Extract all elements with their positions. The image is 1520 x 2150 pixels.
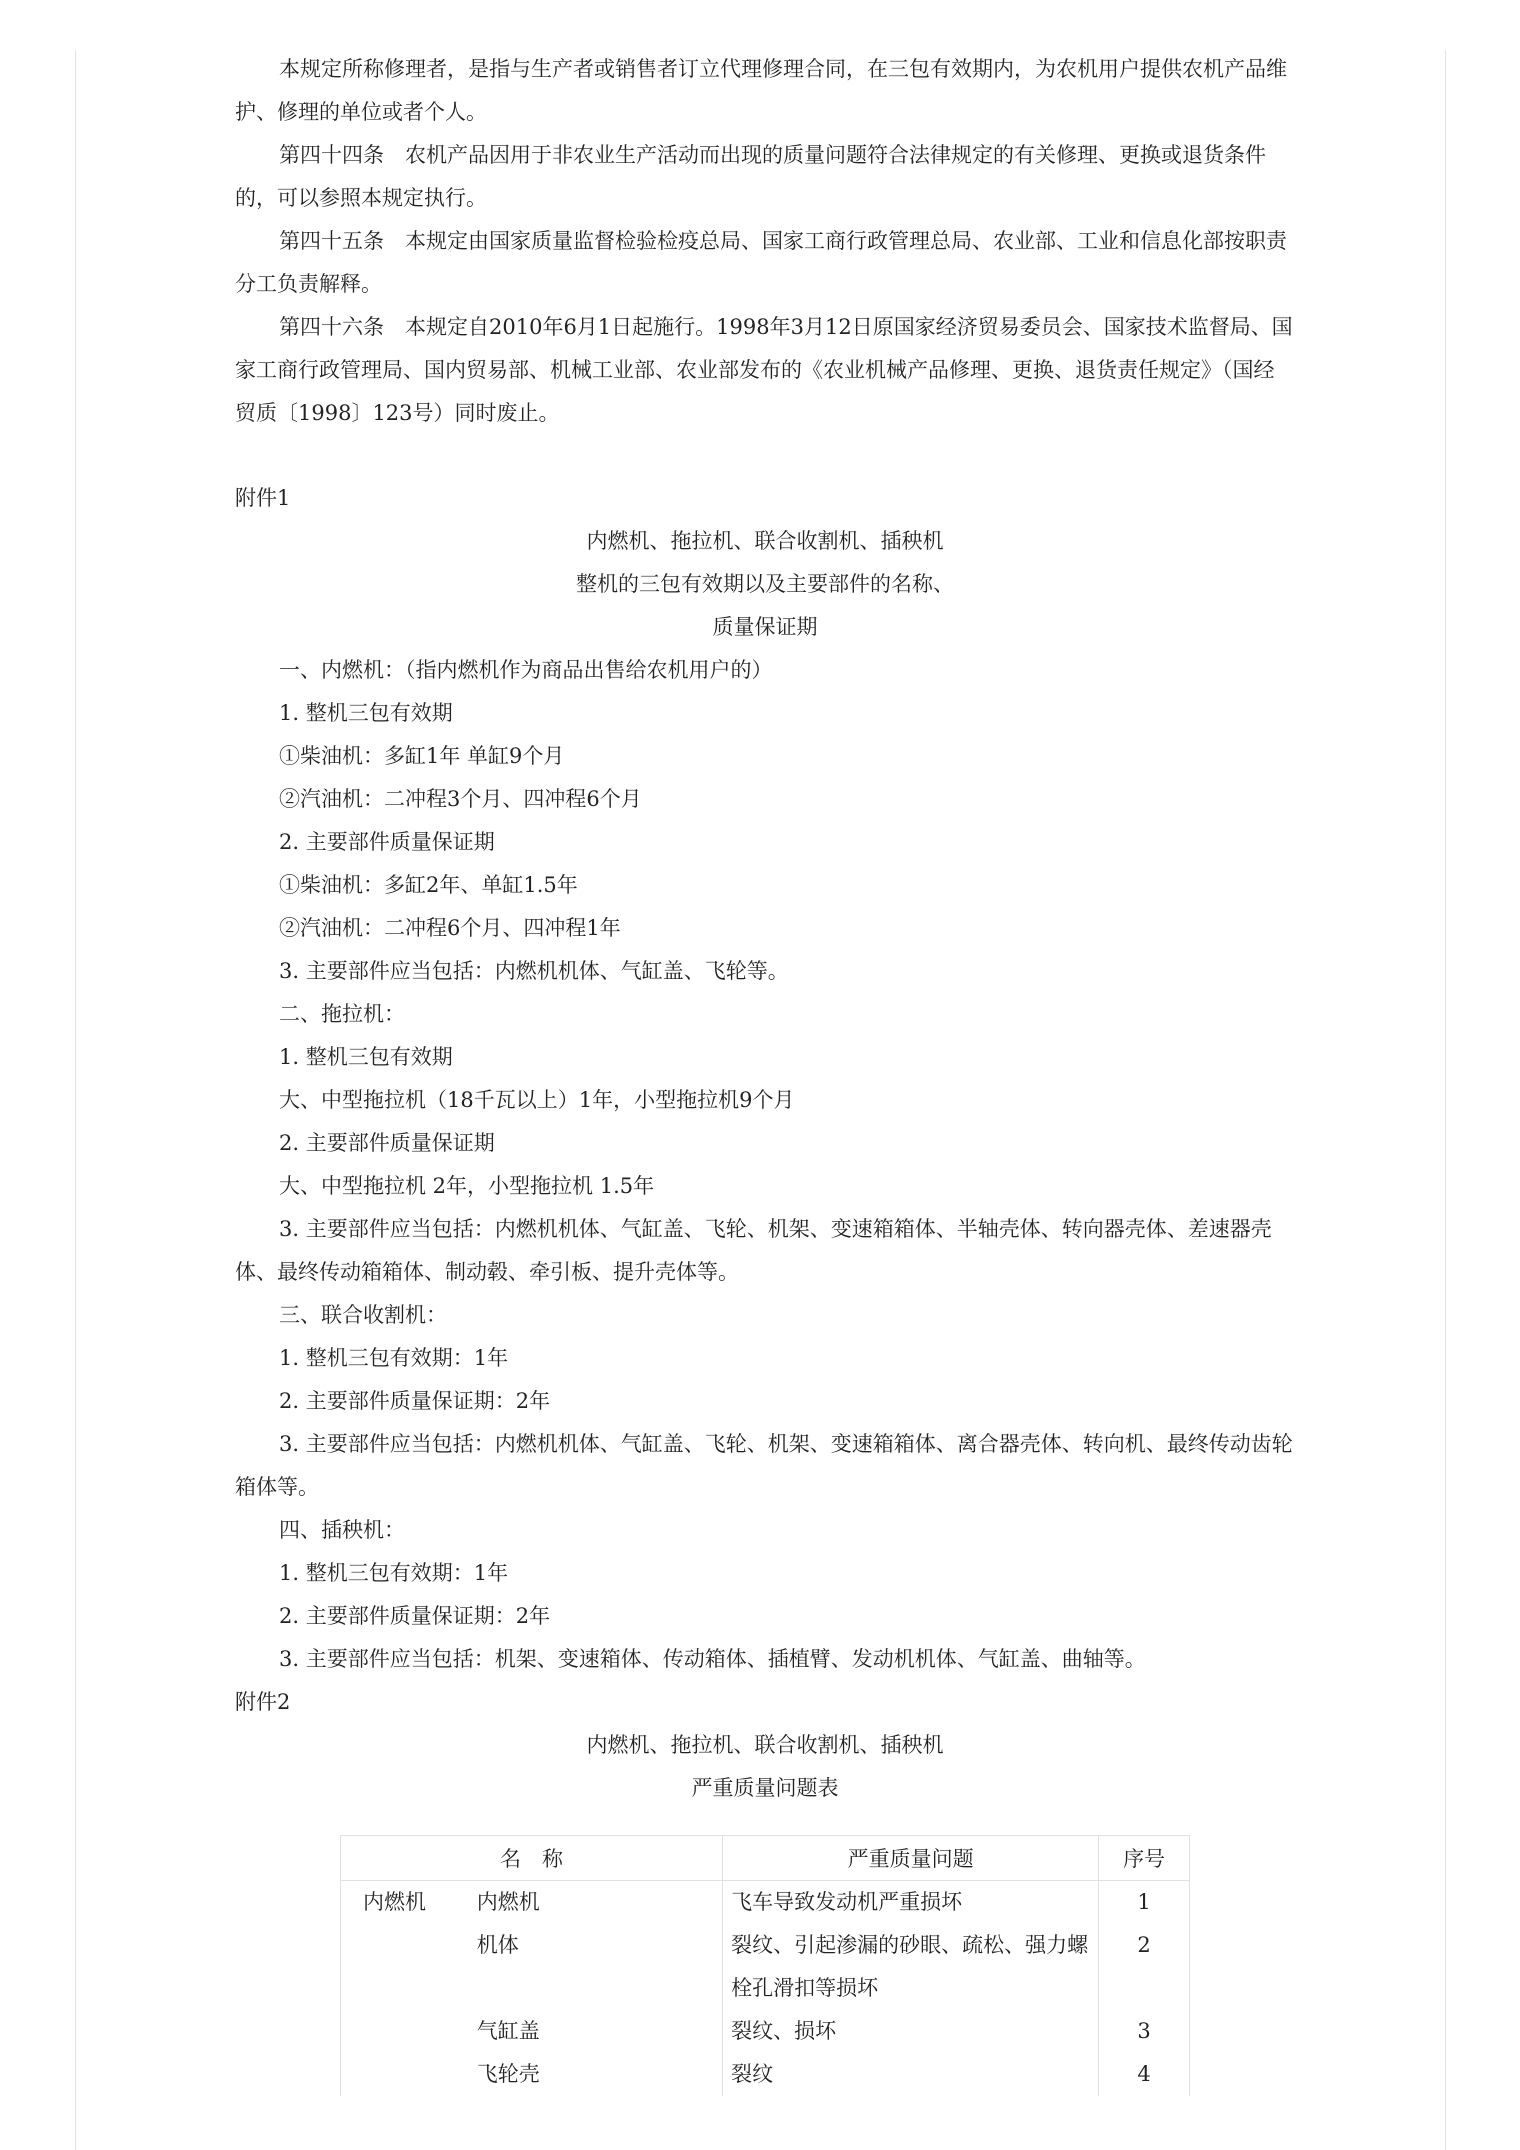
attachment-2-label: 附件2: [235, 1690, 291, 1714]
attachment-1-item: 四、插秧机：: [279, 1518, 405, 1542]
cell-part: 飞轮壳: [469, 2053, 723, 2096]
cell-part: 内燃机: [469, 1881, 723, 1925]
header-name: 名 称: [341, 1836, 723, 1881]
table-row: [341, 1924, 1190, 2010]
serious-quality-problem-table: [340, 1835, 1190, 2096]
attachment-1-title-line-3: 质量保证期: [712, 615, 818, 639]
paragraph-repairer-definition: 本规定所称修理者，是指与生产者或销售者订立代理修理合同，在三包有效期内，为农机用户提供农机产品维护、修理的单位或者个人。: [235, 57, 1287, 124]
attachment-1-item: 大、中型拖拉机（18千瓦以上）1年，小型拖拉机9个月: [279, 1088, 795, 1112]
attachment-1-item: 3. 主要部件应当包括：内燃机机体、气缸盖、飞轮、机架、变速箱箱体、半轴壳体、转向器壳体、差速器壳体、最终传动箱箱体、制动毂、牵引板、提升壳体等。: [235, 1217, 1272, 1284]
attachment-1-item: ②汽油机：二冲程6个月、四冲程1年: [279, 916, 621, 940]
table-row: [341, 2053, 1190, 2096]
attachment-1-item: 2. 主要部件质量保证期: [279, 1131, 495, 1155]
attachment-2-title-line-2: 严重质量问题表: [691, 1776, 839, 1800]
cell-category: [341, 2010, 469, 2053]
attachment-1-item: 一、内燃机：（指内燃机作为商品出售给农机用户的）: [279, 658, 773, 682]
attachment-1-item: 1. 整机三包有效期：1年: [279, 1561, 509, 1585]
cell-problem: 裂纹、引起渗漏的砂眼、疏松、强力螺栓孔滑扣等损坏: [723, 1924, 1099, 2010]
cell-number: 1: [1099, 1881, 1190, 1925]
attachment-1-item: 1. 整机三包有效期: [279, 1045, 453, 1069]
paragraph-article-44: 第四十四条 农机产品因用于非农业生产活动而出现的质量问题符合法律规定的有关修理、更换或退货条件的，可以参照本规定执行。: [235, 143, 1266, 210]
table-row: [341, 2010, 1190, 2053]
cell-number: 3: [1099, 2010, 1190, 2053]
cell-number: 2: [1099, 1924, 1190, 2010]
table-header-row: [341, 1836, 1190, 1881]
attachment-1-item: 3. 主要部件应当包括：内燃机机体、气缸盖、飞轮、机架、变速箱箱体、离合器壳体、转向机、最终传动齿轮箱体等。: [235, 1432, 1293, 1499]
paragraph-article-45: 第四十五条 本规定由国家质量监督检验检疫总局、国家工商行政管理总局、农业部、工业和信息化部按职责分工负责解释。: [235, 229, 1287, 296]
attachment-1-item: 二、拖拉机：: [279, 1002, 405, 1026]
attachment-1-item: 1. 整机三包有效期: [279, 701, 453, 725]
attachment-1-item: ①柴油机：多缸1年 单缸9个月: [279, 744, 565, 768]
attachment-1-item: ②汽油机：二冲程3个月、四冲程6个月: [279, 787, 642, 811]
attachment-2-title-line-1: 内燃机、拖拉机、联合收割机、插秧机: [586, 1733, 944, 1757]
attachment-1-item: 3. 主要部件应当包括：机架、变速箱体、传动箱体、插植臂、发动机机体、气缸盖、曲轴等。: [279, 1647, 1146, 1671]
attachment-1-item: ①柴油机：多缸2年、单缸1.5年: [279, 873, 578, 897]
attachment-1-item: 2. 主要部件质量保证期：2年: [279, 1389, 551, 1413]
page-left-border: [75, 50, 76, 2150]
cell-number: 4: [1099, 2053, 1190, 2096]
attachment-1-item: 3. 主要部件应当包括：内燃机机体、气缸盖、飞轮等。: [279, 959, 789, 983]
attachment-1-title-line-1: 内燃机、拖拉机、联合收割机、插秧机: [586, 529, 944, 553]
paragraph-article-46: 第四十六条 本规定自2010年6月1日起施行。1998年3月12日原国家经济贸易委员会、国家技术监督局、国家工商行政管理局、国内贸易部、机械工业部、农业部发布的《农业机械产品修理、更换、退货责任规定》（国经贸质〔1998〕123号）同时废止。: [235, 315, 1293, 425]
cell-problem: 飞车导致发动机严重损坏: [723, 1881, 1099, 1925]
attachment-1-item: 2. 主要部件质量保证期: [279, 830, 495, 854]
attachment-1-item: 三、联合收割机：: [279, 1303, 447, 1327]
header-number: 序号: [1099, 1836, 1190, 1881]
document-page: [235, 48, 1295, 1810]
cell-category: 内燃机: [341, 1881, 469, 1925]
table-row: [341, 1881, 1190, 1925]
attachment-1-item: 大、中型拖拉机 2年，小型拖拉机 1.5年: [279, 1174, 655, 1198]
cell-part: 气缸盖: [469, 2010, 723, 2053]
header-problem: 严重质量问题: [723, 1836, 1099, 1881]
cell-part: 机体: [469, 1924, 723, 2010]
attachment-1-item: 2. 主要部件质量保证期：2年: [279, 1604, 551, 1628]
page-right-border: [1445, 50, 1446, 2150]
cell-category: [341, 1924, 469, 2010]
cell-problem: 裂纹、损坏: [723, 2010, 1099, 2053]
spacer: [235, 435, 1295, 477]
attachment-1-label: 附件1: [235, 486, 291, 510]
cell-category: [341, 2053, 469, 2096]
cell-problem: 裂纹: [723, 2053, 1099, 2096]
attachment-1-title-line-2: 整机的三包有效期以及主要部件的名称、: [576, 572, 954, 596]
attachment-1-item: 1. 整机三包有效期：1年: [279, 1346, 509, 1370]
